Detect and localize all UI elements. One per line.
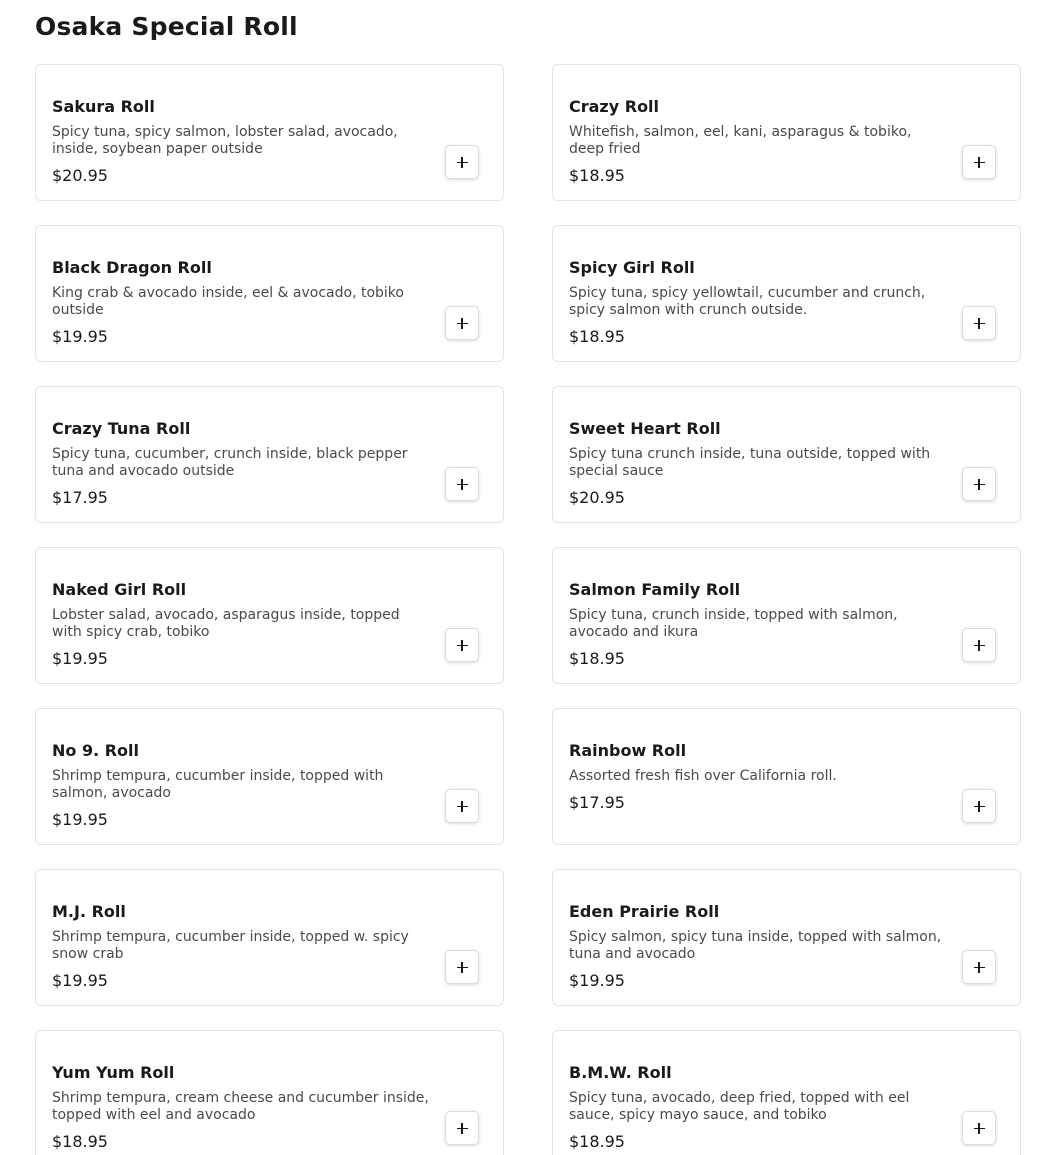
add-to-cart-button[interactable] — [962, 145, 996, 179]
menu-item-card[interactable] — [552, 708, 1021, 845]
add-to-cart-button[interactable] — [445, 789, 479, 823]
menu-item-price: $17.95 — [52, 488, 108, 507]
menu-item-price: $19.95 — [52, 810, 108, 829]
plus-icon — [457, 479, 468, 490]
add-to-cart-button[interactable] — [445, 950, 479, 984]
menu-item-card[interactable] — [35, 225, 504, 362]
menu-item-description: King crab & avocado inside, eel & avocado, tobiko outside — [52, 285, 404, 318]
menu-item-name: M.J. Roll — [52, 902, 126, 921]
menu-item-price: $20.95 — [52, 166, 108, 185]
add-to-cart-button[interactable] — [962, 789, 996, 823]
menu-item-name: Eden Prairie Roll — [569, 902, 720, 921]
menu-item-card[interactable] — [35, 708, 504, 845]
menu-item-description: Shrimp tempura, cucumber inside, topped with salmon, avocado — [52, 768, 384, 801]
plus-icon — [457, 962, 468, 973]
menu-item-price: $18.95 — [52, 1132, 108, 1151]
add-to-cart-button[interactable] — [962, 950, 996, 984]
menu-item-card[interactable] — [552, 386, 1021, 523]
menu-item-name: Spicy Girl Roll — [569, 258, 695, 277]
plus-icon — [457, 640, 468, 651]
plus-icon — [974, 801, 985, 812]
menu-item-card[interactable] — [35, 547, 504, 684]
menu-item-card[interactable] — [552, 547, 1021, 684]
section-title: Osaka Special Roll — [35, 12, 298, 41]
menu-item-card[interactable] — [35, 1030, 504, 1155]
plus-icon — [974, 1123, 985, 1134]
menu-item-name: Yum Yum Roll — [52, 1063, 175, 1082]
plus-icon — [457, 801, 468, 812]
menu-item-card[interactable] — [552, 1030, 1021, 1155]
menu-item-card[interactable] — [35, 869, 504, 1006]
menu-item-price: $18.95 — [569, 649, 625, 668]
menu-item-name: B.M.W. Roll — [569, 1063, 672, 1082]
plus-icon — [974, 962, 985, 973]
add-to-cart-button[interactable] — [445, 306, 479, 340]
menu-item-name: No 9. Roll — [52, 741, 140, 760]
menu-item-name: Black Dragon Roll — [52, 258, 212, 277]
menu-item-card[interactable] — [552, 225, 1021, 362]
menu-item-price: $19.95 — [569, 971, 625, 990]
menu-item-name: Sweet Heart Roll — [569, 419, 721, 438]
menu-item-name: Sakura Roll — [52, 97, 155, 116]
add-to-cart-button[interactable] — [445, 145, 479, 179]
menu-item-price: $19.95 — [52, 327, 108, 346]
menu-item-name: Crazy Tuna Roll — [52, 419, 191, 438]
plus-icon — [457, 1123, 468, 1134]
menu-item-price: $18.95 — [569, 327, 625, 346]
menu-item-description: Whitefish, salmon, eel, kani, asparagus & tobiko, deep fried — [569, 124, 912, 157]
plus-icon — [457, 318, 468, 329]
add-to-cart-button[interactable] — [962, 628, 996, 662]
menu-item-price: $19.95 — [52, 649, 108, 668]
menu-item-description: Spicy salmon, spicy tuna inside, topped with salmon, tuna and avocado — [569, 929, 942, 962]
plus-icon — [974, 640, 985, 651]
menu-item-card[interactable] — [552, 64, 1021, 201]
menu-item-description: Shrimp tempura, cucumber inside, topped w. spicy snow crab — [52, 929, 409, 962]
menu-item-description: Spicy tuna crunch inside, tuna outside, topped with special sauce — [569, 446, 931, 479]
menu-item-description: Assorted fresh fish over California roll. — [569, 768, 837, 784]
menu-item-card[interactable] — [552, 869, 1021, 1006]
menu-item-card[interactable] — [35, 386, 504, 523]
menu-item-price: $20.95 — [569, 488, 625, 507]
menu-item-name: Crazy Roll — [569, 97, 660, 116]
menu-item-name: Rainbow Roll — [569, 741, 687, 760]
menu-item-description: Spicy tuna, avocado, deep fried, topped with eel sauce, spicy mayo sauce, and tobiko — [569, 1090, 910, 1123]
menu-item-description: Spicy tuna, cucumber, crunch inside, black pepper tuna and avocado outside — [52, 446, 408, 479]
menu-item-description: Spicy tuna, spicy salmon, lobster salad, avocado, inside, soybean paper outside — [52, 124, 398, 157]
menu-item-card[interactable] — [35, 64, 504, 201]
menu-item-name: Naked Girl Roll — [52, 580, 187, 599]
menu-item-price: $19.95 — [52, 971, 108, 990]
menu-item-price: $17.95 — [569, 793, 625, 812]
add-to-cart-button[interactable] — [445, 628, 479, 662]
add-to-cart-button[interactable] — [445, 467, 479, 501]
add-to-cart-button[interactable] — [962, 306, 996, 340]
add-to-cart-button[interactable] — [445, 1111, 479, 1145]
plus-icon — [974, 479, 985, 490]
menu-item-name: Salmon Family Roll — [569, 580, 741, 599]
plus-icon — [457, 157, 468, 168]
menu-item-description: Spicy tuna, crunch inside, topped with salmon, avocado and ikura — [569, 607, 898, 640]
add-to-cart-button[interactable] — [962, 467, 996, 501]
add-to-cart-button[interactable] — [962, 1111, 996, 1145]
plus-icon — [974, 318, 985, 329]
menu-item-price: $18.95 — [569, 1132, 625, 1151]
menu-item-price: $18.95 — [569, 166, 625, 185]
menu-item-description: Spicy tuna, spicy yellowtail, cucumber and crunch, spicy salmon with crunch outside. — [569, 285, 926, 318]
menu-item-description: Shrimp tempura, cream cheese and cucumber inside, topped with eel and avocado — [52, 1090, 429, 1123]
plus-icon — [974, 157, 985, 168]
menu-item-description: Lobster salad, avocado, asparagus inside, topped with spicy crab, tobiko — [52, 607, 400, 640]
menu-item-grid — [35, 64, 1021, 1155]
